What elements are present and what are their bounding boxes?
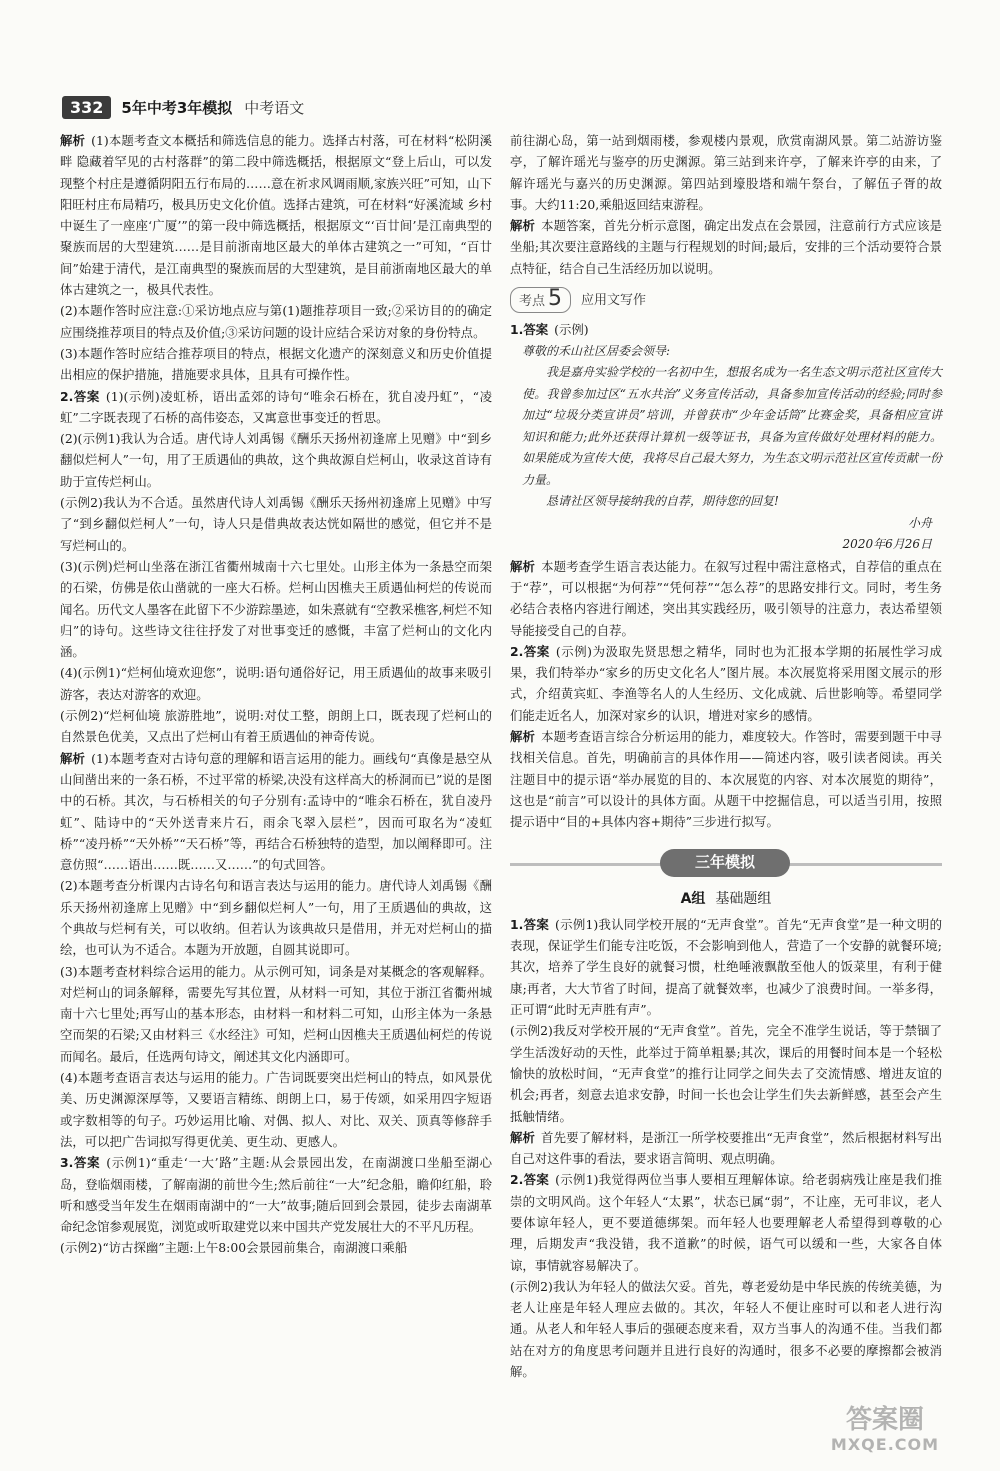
analysis-label: 解析 <box>60 750 86 766</box>
analysis-label: 解析 <box>510 218 536 234</box>
analysis-paragraph: 解析 本题考查学生语言表达能力。在叙写过程中需注意格式，自荐信的重点在于“荐”，可以根据“为何荐”“凭何荐”“怎么荐”的思路安排行文。同时，考生务必结合表格内容进行阐述，突出其实践经历，吸引领导的注意力，表达希望领导能接受自己的自荐。 <box>510 558 943 638</box>
paragraph: (4)(示例1)“烂柯仙境欢迎您”，说明:语句通俗好记，用王质遇仙的故事来吸引游客，表达对游客的欢迎。 <box>60 665 492 702</box>
section-title: 应用文写作 <box>581 292 647 308</box>
paragraph: (2)本题考查分析课内古诗名句和语言表达与运用的能力。唐代诗人刘禹锡《酬乐天扬州初逢席上见赠》中“到乡翻似烂柯人”一句，用了王质遇仙的典故，这个典故与烂柯有关，可以收纳。但若认为该典故只是借用，并无对烂柯山的描绘，也可认为不适合。本题为开放题，自圆其说即可。 <box>60 878 492 958</box>
section-heading <box>510 287 942 313</box>
answer-label: 答案 <box>73 1155 101 1171</box>
kaodian-badge: 考点 5 <box>510 287 571 313</box>
paragraph: (3)本题考查材料综合运用的能力。从示例可知，词条是对某概念的客观解释。对烂柯山的词条解释，需要先写其位置，从材料一可知，其位于浙江省衢州城南十六七里处;再写山的基本形态，由材料一和材料二可知，山形主体为一条悬空而架的石梁;又由材料三《水经注》可知，烂柯山因樵夫王质遇仙柯烂的传说而闻名。最后，任选两句诗文，阐述其文化内涵即可。 <box>60 963 492 1064</box>
answer-label: 答案 <box>523 643 550 659</box>
paragraph: 前往湖心岛，第一站到烟雨楼，参观楼内景观，欣赏南湖风景。第二站游访鉴亭，了解许瑶光与鉴亭的历史渊源。第三站到来许亭，了解来许亭的由来，了解许瑶光与嘉兴的历史渊源。第四站到壕股塔和端午祭台，了解伍子胥的故事。大约11:20,乘船返回结束游程。 <box>510 133 942 212</box>
answer-label: 答案 <box>73 388 100 404</box>
question-number: 3. <box>60 1155 74 1171</box>
analysis-paragraph: 解析 (1)本题考查文本概括和筛选信息的能力。选择古村落，可在材料“松阴溪畔 隐藏着罕见的古村落群”的第二段中筛选概括，根据原文“登上后山，可以发现整个村庄是遵循阴阳五行布局的……意在祈求风调雨顺,家族兴旺”可知，山下阳旺村庄布局精巧，极具历史文化价值。选择古建筑，可在材料“好溪流域 乡村中诞生了一座座‘广厦’”的第一段中筛选概括，根据原文“‘百廿间’是江南典型的聚族而居的大型建筑……是目前浙南地区最大的单体古建筑之一”可知，“百廿间”始建于清代，是江南典型的聚族而居的大型建筑，是目前浙南地区最大的单体古建筑之一，极具代表性。 <box>60 133 492 298</box>
answer-paragraph: 1.答案 (示例1)我认同学校开展的“无声食堂”。首先“无声食堂”是一种文明的表现，保证学生们能专注吃饭，不会影响到他人，营造了一个安静的就餐环境;其次，培养了学生良好的就餐习惯，杜绝唾液飘散至他人的饭菜里，有利于健康;再者，大大节省了时间，提高了就餐效率，也减少了浪费时间。一举多得，正可谓“此时无声胜有声”。 <box>510 916 943 1018</box>
letter-date: 2020年6月26日 <box>842 537 932 552</box>
page-number: 332 <box>62 96 111 119</box>
paragraph: (2)本题作答时应注意:①采访地点应与第(1)题推荐项目一致;②采访目的的确定应围绕推荐项目的特点及价值;③采访问题的设计应结合采访对象的身份特点。 <box>60 303 492 340</box>
book-title: 5年中考3年模拟 <box>121 98 233 117</box>
paragraph: (示例2)“烂柯仙境 旅游胜地”，说明:对仗工整，朗朗上口，既表现了烂柯山的自然景色优美，又点出了烂柯山有着王质遇仙的神奇传说。 <box>60 708 492 745</box>
paragraph: (4)本题考查语言表达与运用的能力。广告词既要突出烂柯山的特点，如风景优美、历史渊源深厚等，又要语言精练、朗朗上口，易于传颂，如采用四字短语或字数相等的句子。巧妙运用比喻、对偶、拟人、对比、双关、顶真等修辞手法，可以把广告词拟写得更优美、更生动、更感人。 <box>60 1070 492 1149</box>
answer-label: 答案 <box>523 916 550 932</box>
answer-paragraph: 3.答案 (示例1)“重走‘一大’路”主题:从会景园出发，在南湖渡口坐船至湖心岛，登临烟雨楼，了解南湖的前世今生;然后前往“一大”纪念船，瞻仰红船，聆听和感受当年发生在烟雨南湖中的“一大”故事;随后回到会景园，徒步去南湖革命纪念馆参观展览，浏览或听取建党以来中国共产党发展壮大的不平凡历程。 <box>60 1155 493 1235</box>
paragraph: (2)(示例1)我认为合适。唐代诗人刘禹锡《酬乐天扬州初逢席上见赠》中“到乡翻似烂柯人”一句，用了王质遇仙的典故，这个典故源自烂柯山，收录这首诗有助于宣传烂柯山。 <box>60 431 492 489</box>
question-number: 2. <box>510 1172 524 1188</box>
page-header <box>62 92 942 122</box>
banner-title: 三年模拟 <box>660 849 790 877</box>
section-banner <box>510 847 942 881</box>
right-column <box>510 130 942 1382</box>
paragraph: (示例2)我认为年轻人的做法欠妥。首先，尊老爱幼是中华民族的传统美德，为老人让座是年轻人理应去做的。其次，年轻人不便让座时可以和老人进行沟通。从老人和年轻人事后的强硬态度来看，双方当事人的沟通不佳。当我们都站在对方的角度思考问题并且进行良好的沟通时，很多不必要的摩擦都会被消解。 <box>510 1278 942 1380</box>
letter-signature: 小舟 <box>907 515 932 530</box>
letter-greeting: 尊敬的禾山社区居委会领导: <box>522 343 671 358</box>
answer-paragraph: 2.答案 (示例1)我觉得两位当事人要相互理解体谅。给老弱病残让座是我们推崇的文明风尚。这个年轻人“太累”，状态已属“弱”，不让座，无可非议，老人要体谅年轻人，更不要道德绑架。而年轻人也要理解老人希望得到尊敬的心理，后期发声“我没错，我不道歉”的时候，语气可以缓和一些，大家各自体谅，事情就容易解决了。 <box>510 1172 942 1273</box>
analysis-paragraph: 解析 首先要了解材料，是浙江一所学校要推出“无声食堂”，然后根据材料写出自己对这件事的看法，要求语言简明、观点明确。 <box>510 1129 943 1167</box>
subject-label: 中考语文 <box>244 98 305 117</box>
answer-paragraph: 2.答案 (1)(示例)凌虹桥，语出孟郊的诗句“唯余石桥在，犹自凌丹虹”，“凌虹”二字既表现了石桥的高伟姿态，又寓意世事变迁的哲思。 <box>60 388 492 425</box>
question-number: 2. <box>510 643 524 659</box>
question-number: 1. <box>510 916 524 932</box>
question-number: 1. <box>510 322 524 338</box>
analysis-paragraph: 解析 本题考查语言综合分析运用的能力，难度较大。作答时，需要到题干中寻找相关信息。首先，明确前言的具体作用——简述内容，吸引读者阅读。再关注题目中的提示语“举办展览的目的、本次展览的内容、对本次展览的期待”，这也是“前言”可以设计的具体方面。从题干中挖掘信息，可以适当引用，按照提示语中“目的+具体内容+期待”三步进行拟写。 <box>510 729 943 830</box>
answer-paragraph: 1.答案 (示例) <box>510 322 589 338</box>
paragraph: (3)(示例)烂柯山坐落在浙江省衢州城南十六七里处。山形主体为一条悬空而架的石梁，仿佛是依山凿就的一座大石桥。烂柯山因樵夫王质遇仙柯烂的传说而闻名。历代文人墨客在此留下不少游踪墨迹，如朱熹就有“空教采樵客,柯烂不知归”的诗句。这些诗文往往抒发了对世事变迁的感慨，丰富了烂柯山的文化内涵。 <box>60 558 492 660</box>
analysis-label: 解析 <box>510 1129 536 1145</box>
paragraph: (示例2)“访古探幽”主题:上午8:00会景园前集合，南湖渡口乘船 <box>60 1240 408 1256</box>
letter-closing: 恳请社区领导接纳我的自荐，期待您的回复! <box>546 494 779 509</box>
answer-label: 答案 <box>523 1172 550 1188</box>
group-heading <box>510 889 942 910</box>
analysis-paragraph: 解析 本题答案，首先分析示意图，确定出发点在会景园，注意前行方式应该是坐船;其次要注意路线的主题与行程规划的时间;最后，安排的三个活动要符合景点特征，结合自己生活经历加以说明。 <box>510 218 943 276</box>
analysis-label: 解析 <box>510 729 536 745</box>
paragraph: (示例2)我反对学校开展的“无声食堂”。首先，完全不准学生说话，等于禁锢了学生活泼好动的天性，此举过于简单粗暴;其次，课后的用餐时间本是一个轻松愉快的放松时间，“无声食堂”的推行让同学之间失去了交流情感、增进友谊的机会;再者，刻意去追求安静，时间一长也会让学生们失去新鲜感，甚至会产生抵触情绪。 <box>510 1023 942 1124</box>
group-title: 基础题组 <box>715 890 772 907</box>
answer-label: 答案 <box>523 322 549 338</box>
watermark-logo: 答案圈 MXQE.COM <box>830 1405 940 1454</box>
sample-letter <box>510 341 942 556</box>
answer-paragraph: 2.答案 (示例)为汲取先贤思想之精华，同时也为汇报本学期的拓展性学习成果，我们特举办“家乡的历史文化名人”图片展。本次展览将采用图文展示的形式，介绍黄宾虹、李渔等名人的人生经历、文化成就、后世影响等。希望同学们能走近名人，加深对家乡的认识，增进对家乡的感情。 <box>510 643 942 723</box>
analysis-label: 解析 <box>60 133 86 148</box>
paragraph: (示例2)我认为不合适。虽然唐代诗人刘禹锡《酬乐天扬州初逢席上见赠》中写了“到乡翻似烂柯人”一句，诗人只是借典故表达恍如隔世的感觉，但它并不是写烂柯山的。 <box>60 495 492 553</box>
question-number: 2. <box>60 388 74 404</box>
analysis-label: 解析 <box>510 558 536 574</box>
letter-body: 我是嘉舟实验学校的一名初中生，想报名成为一名生态文明示范社区宣传大使。我曾参加过区“五水共治”义务宣传活动，具备参加宣传活动的经验;同时参加过“垃圾分类宣讲员”培训，并曾获市“少年金话筒”比赛金奖，具备相应宣讲知识和能力;此外还获得计算机一级等证书，具备为宣传做好处理材料的能力。如果能成为宣传大使，我将尽自己最大努力，为生态文明示范社区宣传贡献一份力量。 <box>522 365 943 487</box>
group-letter: A组 <box>680 890 706 907</box>
left-column <box>60 130 492 1259</box>
paragraph: (3)本题作答时应结合推荐项目的特点，根据文化遗产的深刻意义和历史价值提出相应的保护措施，措施要求具体，且具有可操作性。 <box>60 345 492 383</box>
analysis-paragraph: 解析 (1)本题考查对古诗句意的理解和语言运用的能力。画线句“真像是悬空从山间凿出来的一条石桥，不过平常的桥梁,决没有这样高大的桥洞而已”说的是图中的石桥。其次，与石桥相关的句子分别有:孟诗中的“唯余石桥在，犹自凌丹虹”、陆诗中的“天外送青来片石，雨余飞翠入层栏”，因而可取名为“凌虹桥”“凌丹桥”“天外桥”“天石桥”等，再结合石桥独特的造型，加以阐释即可。注意仿照“……语出……既……又……”的句式回答。 <box>60 750 492 873</box>
